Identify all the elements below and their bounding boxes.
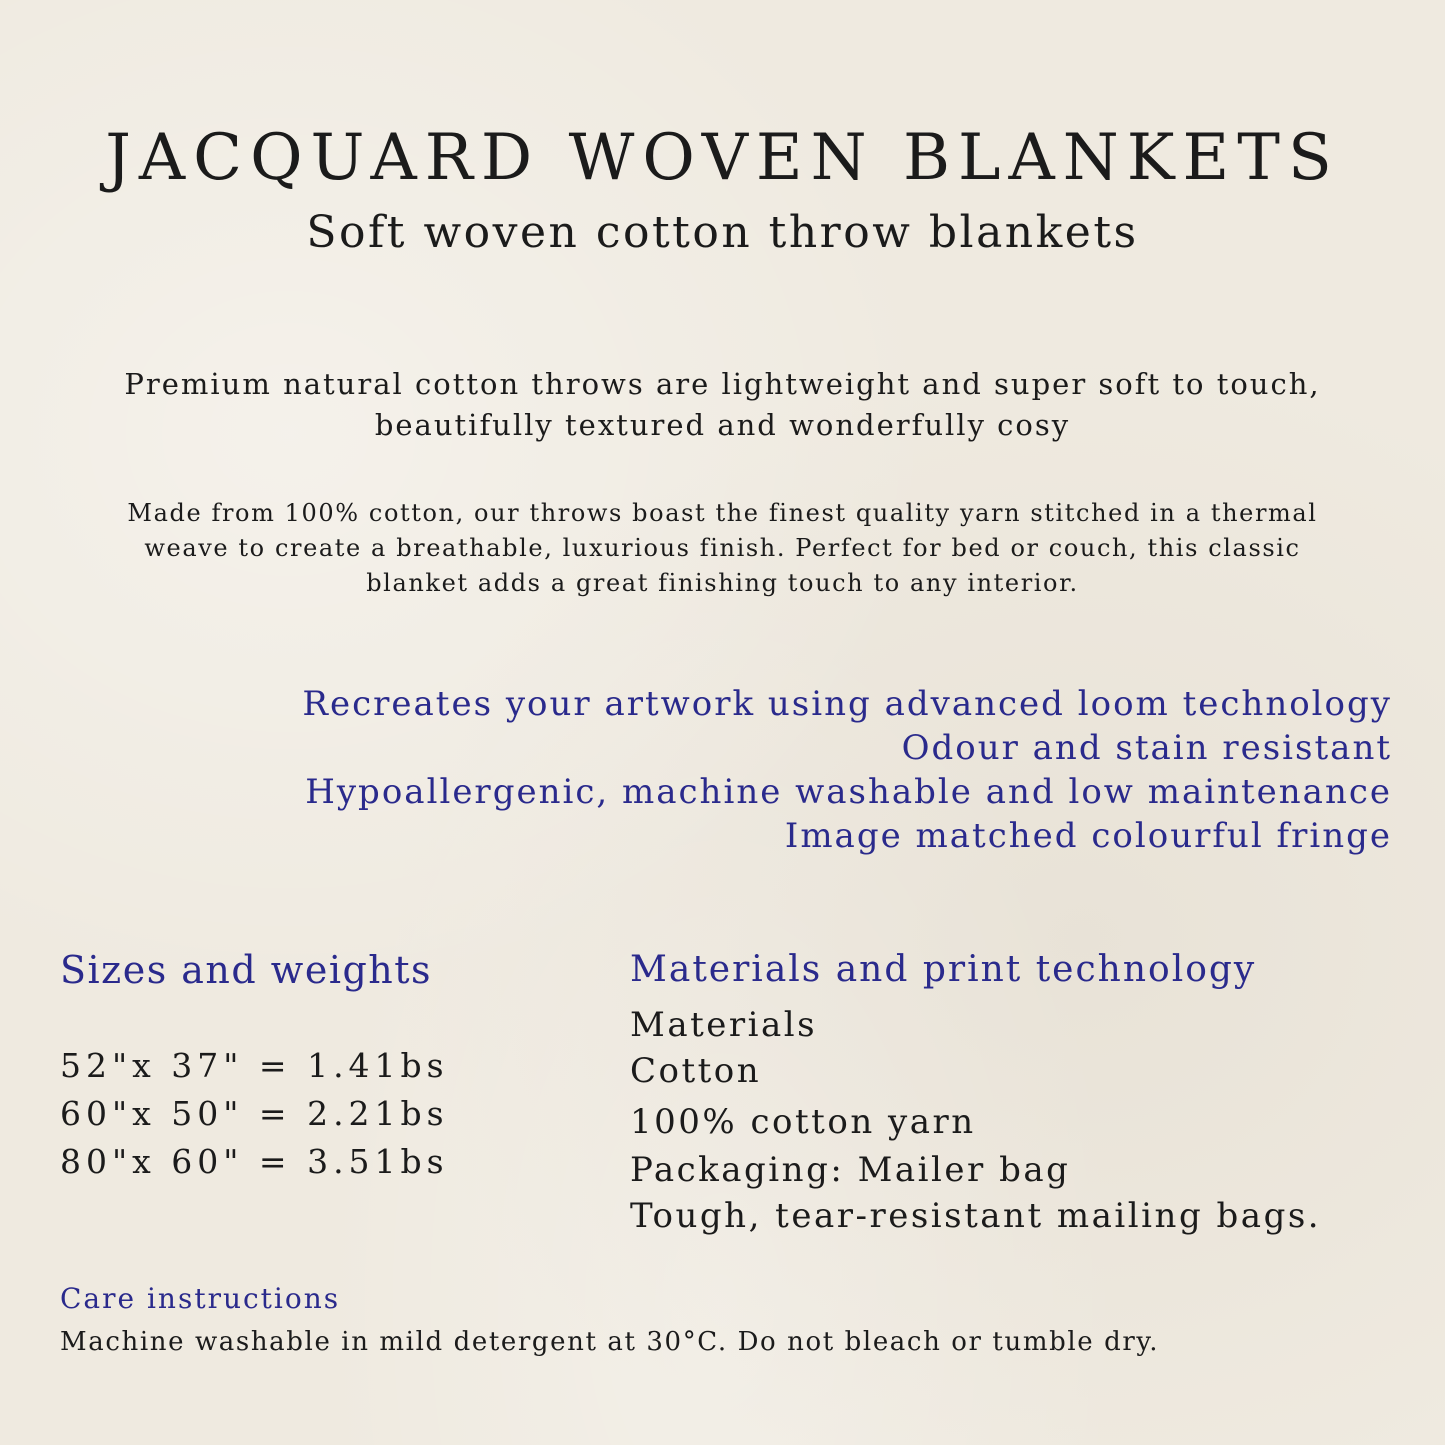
feature-item: Image matched colourful fringe xyxy=(784,816,1392,856)
feature-item: Recreates your artwork using advanced loom technology xyxy=(302,684,1392,724)
description-paragraph xyxy=(0,496,1445,601)
description-line: Made from 100% cotton, our throws boast the finest quality yarn stitched in a thermal xyxy=(127,499,1318,527)
materials-list xyxy=(630,1002,1321,1238)
description-line: blanket adds a great finishing touch to any interior. xyxy=(366,569,1079,597)
intro-line: beautifully textured and wonderfully cosy xyxy=(374,408,1071,442)
size-item: 52"x 37" = 1.41bs xyxy=(60,1046,449,1085)
size-item: 60"x 50" = 2.21bs xyxy=(60,1094,449,1133)
material-item: Cotton xyxy=(630,1051,762,1091)
feature-item: Hypoallergenic, machine washable and low maintenance xyxy=(305,772,1392,812)
material-item: 100% cotton yarn xyxy=(630,1102,976,1142)
sizes-heading: Sizes and weights xyxy=(60,948,433,992)
description-line: weave to create a breathable, luxurious finish. Perfect for bed or couch, this classic xyxy=(144,534,1301,562)
care-text: Machine washable in mild detergent at 30°C. Do not bleach or tumble dry. xyxy=(60,1327,1160,1357)
page-subtitle: Soft woven cotton throw blankets xyxy=(306,207,1139,258)
page-title: JACQUARD WOVEN BLANKETS xyxy=(105,121,1340,195)
feature-item: Odour and stain resistant xyxy=(901,728,1392,768)
material-item: Materials xyxy=(630,1005,818,1045)
features-list xyxy=(302,682,1392,858)
material-item: Tough, tear-resistant mailing bags. xyxy=(630,1196,1322,1236)
sizes-list xyxy=(60,1042,449,1186)
intro-paragraph xyxy=(0,364,1445,446)
care-heading: Care instructions xyxy=(60,1282,341,1315)
size-item: 80"x 60" = 3.51bs xyxy=(60,1142,449,1181)
intro-line: Premium natural cotton throws are lightweight and super soft to touch, xyxy=(124,367,1321,401)
materials-heading: Materials and print technology xyxy=(630,949,1257,990)
material-item: Packaging: Mailer bag xyxy=(630,1150,1071,1190)
